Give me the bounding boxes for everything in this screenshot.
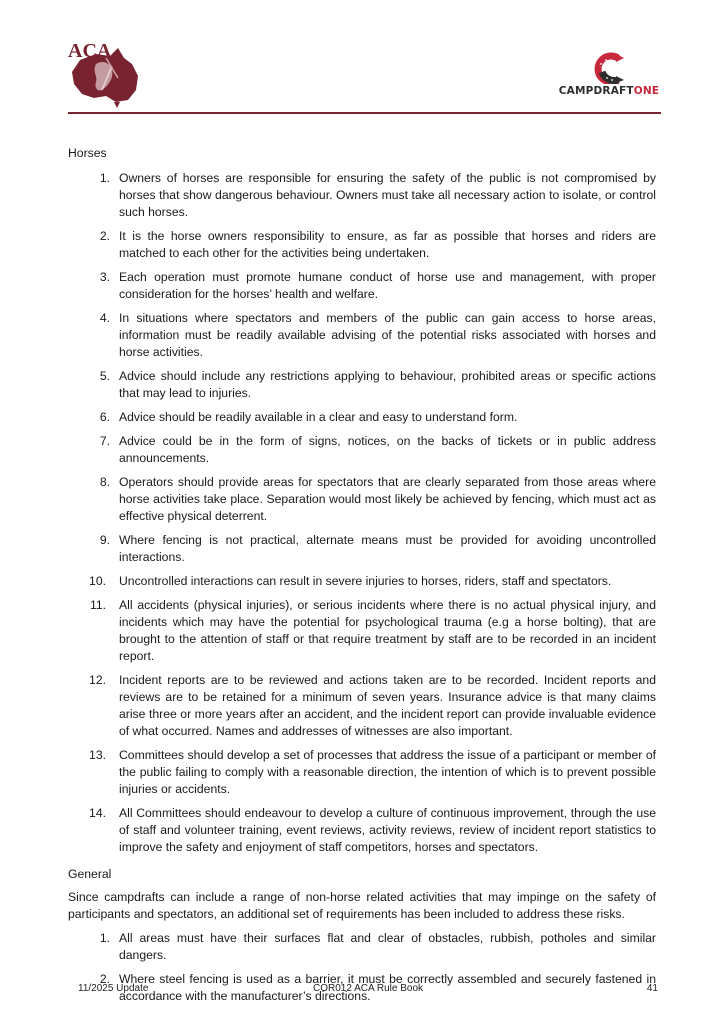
list-text: Where fencing is not practical, alternate means must be provided for avoiding uncontrolled interactions.	[119, 533, 656, 564]
list-number: 9.	[99, 533, 110, 547]
list-number: 1.	[99, 171, 110, 185]
aca-logo	[66, 38, 142, 110]
list-number: 6.	[99, 410, 110, 424]
list-number: 5.	[99, 369, 110, 383]
list-text: Committees should develop a set of processes that address the issue of a participant or member of the public failing to comply with a reasonable direction, the intention of which is to prevent possible injuries or accidents.	[119, 748, 656, 796]
page-number: 41	[646, 983, 658, 994]
list-text: Advice could be in the form of signs, notices, on the backs of tickets or in public address announcements.	[119, 434, 656, 465]
list-item	[86, 310, 656, 361]
list-number: 13.	[89, 748, 106, 762]
aca-australia-horse-icon	[66, 38, 142, 110]
list-item	[86, 474, 656, 525]
list-item	[86, 747, 656, 798]
list-number: 2.	[99, 229, 110, 243]
brand-campdraft: CAMPDRAFT	[558, 85, 634, 97]
brand-one: ONE	[633, 85, 660, 97]
footer-document-title: COR012 ACA Rule Book	[312, 983, 424, 994]
list-number: 11.	[89, 598, 106, 612]
horses-list	[68, 170, 656, 856]
list-text: All areas must have their surfaces flat and clear of obstacles, rubbish, potholes and similar dangers.	[119, 931, 656, 962]
section-title-horses: Horses	[68, 146, 107, 160]
section-title-general: General	[68, 867, 112, 881]
aca-logo-text: ACA	[68, 40, 112, 62]
list-text: All Committees should endeavour to develop a culture of continuous improvement, through the use of staff and volunteer training, event reviews, activity reviews, review of incident report statistics to improve the safety and enjoyment of staff competitors, horses and spectators.	[119, 806, 656, 854]
list-number: 1.	[99, 931, 110, 945]
list-text: Each operation must promote humane conduct of horse use and management, with proper consideration for the horses’ health and welfare.	[119, 270, 656, 301]
document-body	[68, 145, 656, 1012]
list-text: In situations where spectators and members of the public can gain access to horse areas, information must be readily available advising of the potential risks associated with horses and horse activities.	[119, 311, 656, 359]
general-intro: Since campdrafts can include a range of non-horse related activities that may impinge on the safety of participants and spectators, an additional set of requirements has been included to address these risks.	[68, 890, 656, 921]
list-item	[86, 532, 656, 566]
list-text: It is the horse owners responsibility to ensure, as far as possible that horses and riders are matched to each other for the activities being undertaken.	[119, 229, 656, 260]
list-text: Operators should provide areas for spectators that are clearly separated from those areas where horse activities take place. Separation would most likely be achieved by fencing, which must act as effective physical deterrent.	[119, 475, 656, 523]
campdraftone-wordmark	[556, 85, 662, 97]
campdraft-c-horseshoe-icon	[556, 52, 662, 84]
list-item	[86, 573, 656, 590]
list-item	[86, 805, 656, 856]
footer-update-date: 11/2025 Update	[78, 983, 149, 994]
campdraftone-logo	[556, 52, 662, 102]
list-number: 8.	[99, 475, 110, 489]
list-text: Advice should be readily available in a clear and easy to understand form.	[119, 410, 518, 424]
list-item	[86, 409, 656, 426]
list-number: 14.	[89, 806, 106, 820]
list-text: Owners of horses are responsible for ensuring the safety of the public is not compromised by horses that show dangerous behaviour. Owners must take all necessary action to isolate, or control such horses.	[119, 171, 656, 219]
list-number: 3.	[99, 270, 110, 284]
list-text: Uncontrolled interactions can result in severe injuries to horses, riders, staff and spectators.	[119, 574, 612, 588]
list-item	[86, 597, 656, 665]
list-item	[86, 672, 656, 740]
list-item	[86, 228, 656, 262]
list-item	[86, 930, 656, 964]
list-number: 4.	[99, 311, 110, 325]
list-text: Incident reports are to be reviewed and actions taken are to be recorded. Incident reports and reviews are to be retained for a minimum of seven years. Insurance advice is that many claims arise three or more years after an accident, and the incident report can provide invaluable evidence of what occurred. Names and addresses of witnesses are also important.	[119, 673, 656, 738]
list-item	[86, 170, 656, 221]
list-item	[86, 368, 656, 402]
list-item	[86, 269, 656, 303]
list-item	[86, 433, 656, 467]
list-text: Advice should include any restrictions applying to behaviour, prohibited areas or specific actions that may lead to injuries.	[119, 369, 656, 400]
list-text: Where steel fencing is used as a barrier, it must be correctly assembled and securely fastened in accordance with the manufacturer’s directions.	[119, 972, 656, 1003]
list-text: All accidents (physical injuries), or serious incidents where there is no actual physical injury, and incidents which may have the potential for psychological trauma (e.g a horse bolting), that are brought to the attention of staff or that require treatment by staff are to be recorded in an incident report.	[119, 598, 656, 663]
list-number: 12.	[89, 673, 106, 687]
list-number: 7.	[99, 434, 110, 448]
header-divider	[68, 112, 661, 114]
list-number: 2.	[99, 972, 110, 986]
list-number: 10.	[89, 574, 106, 588]
